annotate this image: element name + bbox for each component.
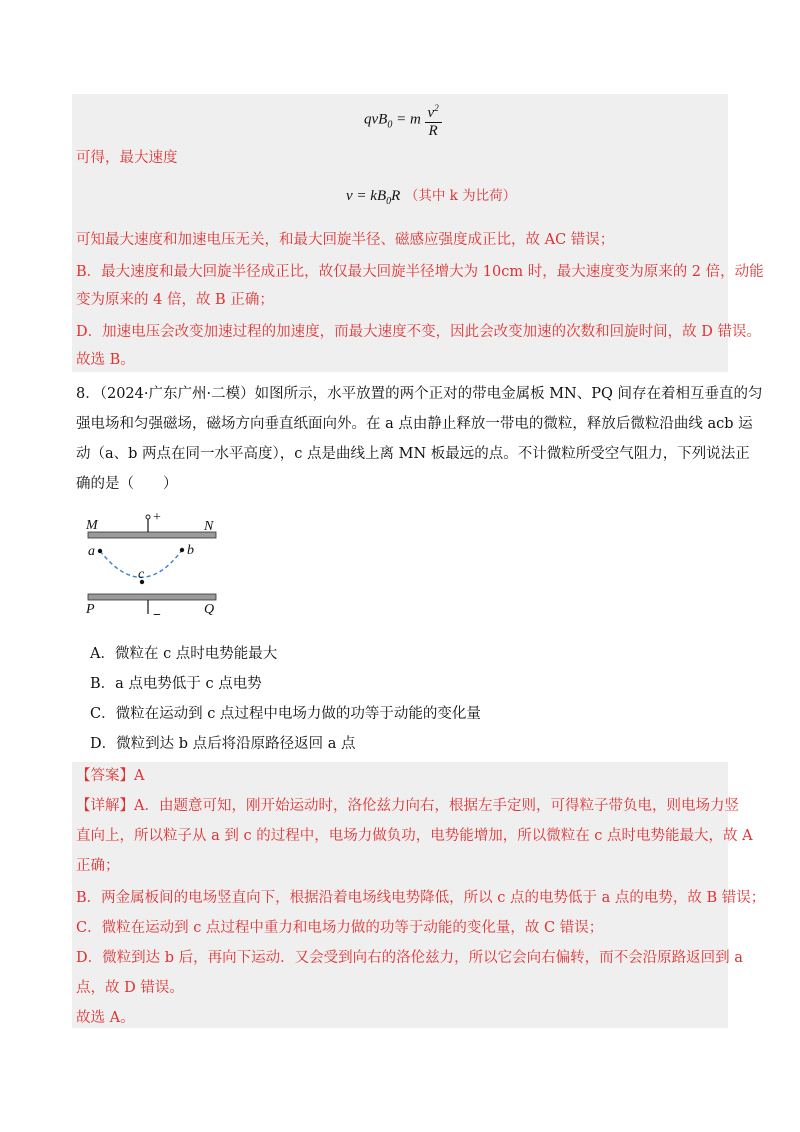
label-q: Q	[204, 602, 215, 617]
minus-sign: −	[153, 608, 161, 623]
detail-line-8: 故选 A。	[76, 1010, 135, 1026]
question-8-line-3: 动（a、b 两点在同一水平高度），c 点是曲线上离 MN 板最远的点。不计微粒所受空气阻力，下列说法正	[76, 446, 750, 462]
plate-mn	[88, 532, 216, 538]
explanation-line-3: D．加速电压会改变加速过程的加速度，而最大速度不变，因此会改变加速的次数和回旋时间，故 D 错误。	[76, 324, 761, 340]
plate-pq	[88, 594, 216, 600]
label-p: P	[86, 602, 95, 617]
option-a: A．微粒在 c 点时电势能最大	[90, 646, 278, 662]
label-a: a	[88, 544, 95, 559]
detail-line-2: 直向上，所以粒子从 a 到 c 的过程中，电场力做负功，电势能增加，所以微粒在 c 点时电势能最大，故 A	[76, 828, 753, 844]
detail-line-4: B．两金属板间的电场竖直向下，根据沿着电场线电势降低，所以 c 点的电势低于 a 点的电势，故 B 错误；	[76, 890, 766, 906]
formula-force-balance: qvB$_0$ = m $\frac{v^2}{R}$	[364, 100, 442, 140]
explanation-line-4: 故选 B。	[76, 352, 135, 368]
detail-line-6: D．微粒到达 b 后，再向下运动．又会受到向右的洛伦兹力，所以它会向右偏转，而不会沿原路返回到 a	[76, 950, 743, 966]
option-c: C．微粒在运动到 c 点过程中电场力做的功等于动能的变化量	[90, 706, 481, 722]
point-b	[180, 548, 184, 552]
point-a	[98, 549, 102, 553]
fraction-v2-over-r: $\frac{v^2}{R}$	[425, 100, 442, 140]
detail-line-3: 正确；	[76, 858, 120, 874]
detail-line-7: 点，故 D 错误。	[76, 980, 184, 996]
detail-line-1: 【详解】A．由题意可知，刚开始运动时，洛伦兹力向右，根据左手定则，可得粒子带负电，则电场力竖	[76, 798, 739, 814]
option-d: D．微粒到达 b 点后将沿原路径返回 a 点	[90, 736, 356, 752]
label-n: N	[204, 519, 214, 534]
question-8-line-2: 强电场和匀强磁场，磁场方向垂直纸面向外。在 a 点由静止释放一带电的微粒，释放后微粒沿曲线 acb 运	[76, 416, 753, 432]
explanation-line-2b: 变为原来的 4 倍，故 B 正确；	[76, 292, 274, 308]
detail-line-5: C．微粒在运动到 c 点过程中重力和电场力做的功等于动能的变化量，故 C 错误；	[76, 920, 604, 936]
question-8-line-1: 8．（2024·广东广州·二模）如图所示，水平放置的两个正对的带电金属板 MN、PQ 间存在着相互垂直的匀	[76, 386, 763, 402]
formula-max-speed: $v = kB_0R$ （其中 k 为比荷）	[346, 188, 517, 207]
explanation-line-1: 可知最大速度和加速电压无关，和最大回旋半径、磁感应强度成正比，故 AC 错误；	[76, 232, 615, 248]
plus-sign: +	[153, 510, 161, 525]
label-c: c	[138, 567, 145, 582]
capacitor-plates-figure	[80, 508, 230, 626]
explanation-line-2a: B．最大速度和最大回旋半径成正比，故仅最大回旋半径增大为 10cm 时，最大速度变为原来的 2 倍，动能	[76, 264, 764, 280]
label-b: b	[187, 543, 194, 558]
question-8-line-4: 确的是（ ）	[76, 476, 178, 492]
option-b: B．a 点电势低于 c 点电势	[90, 676, 262, 692]
answer-label: 【答案】A	[76, 768, 145, 784]
text-kede: 可得，最大速度	[76, 150, 178, 166]
label-m: M	[86, 518, 98, 533]
